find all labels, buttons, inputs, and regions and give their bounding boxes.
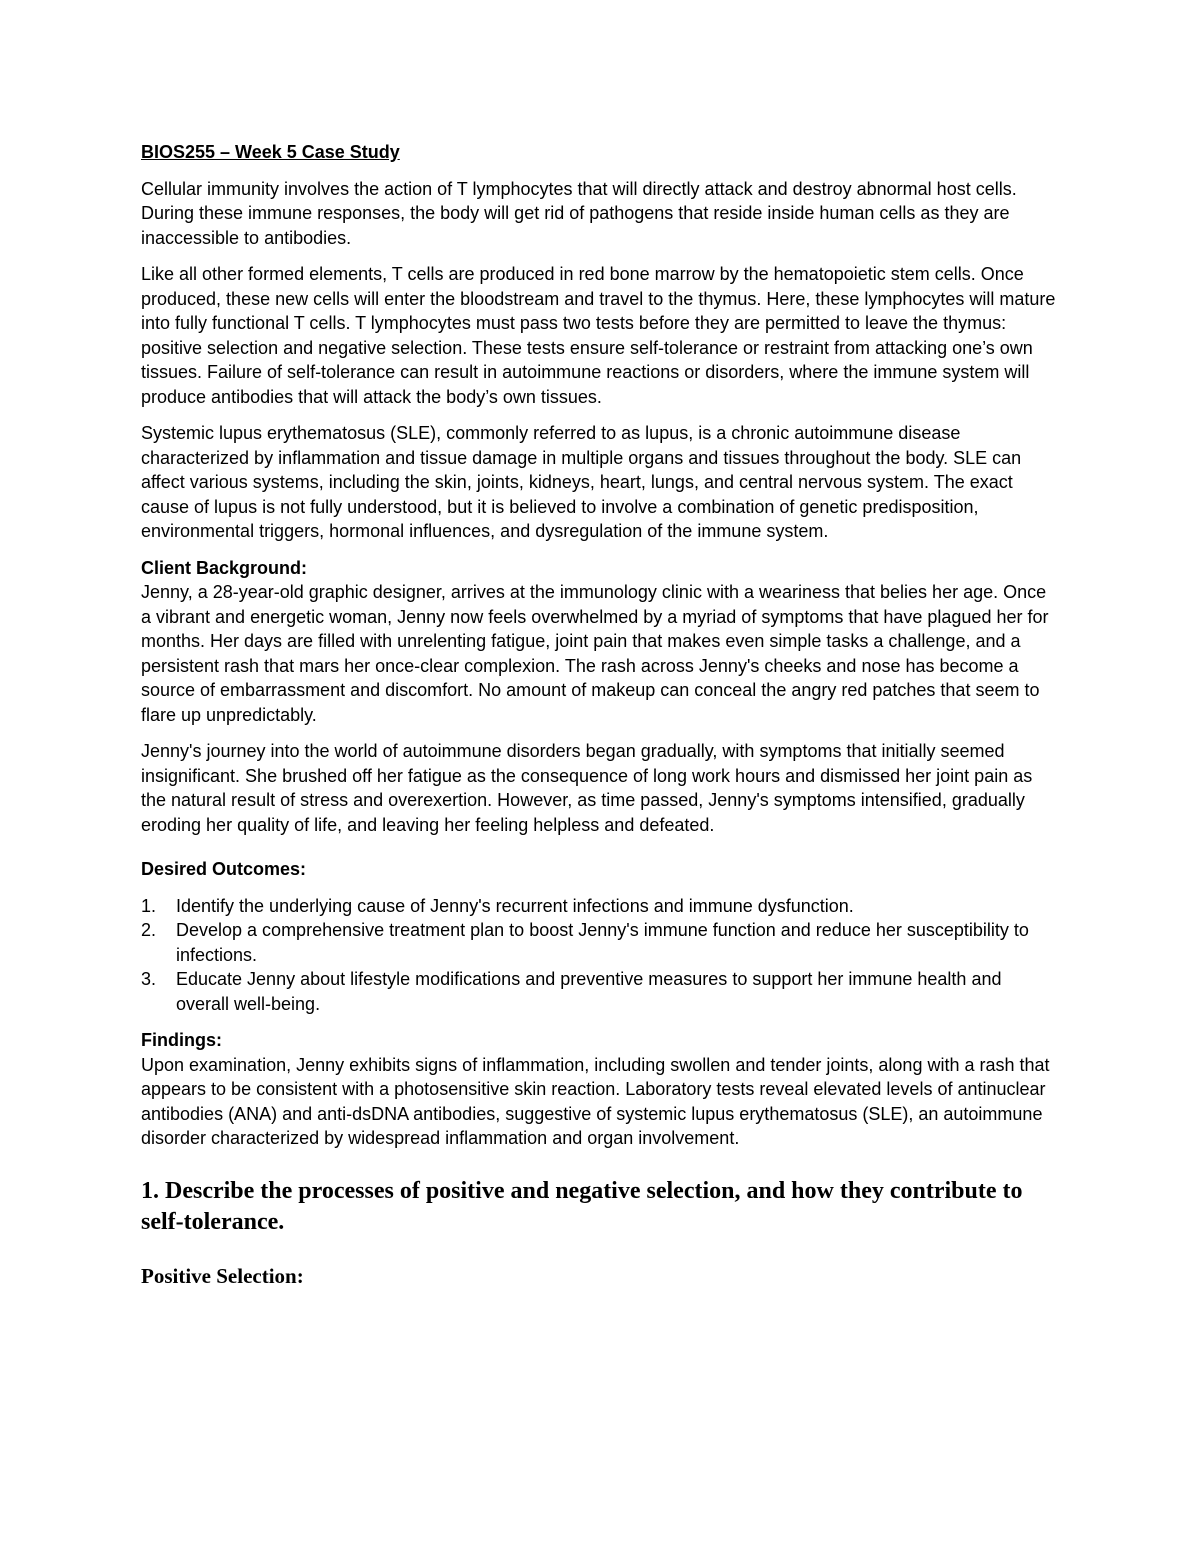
list-item-number: 2. — [141, 920, 157, 940]
intro-paragraph-lupus: Systemic lupus erythematosus (SLE), commonly referred to as lupus, is a chronic autoimmune disease characterized by inflammation and tissue damage in multiple organs and tissues throughout the body. SLE can affect various systems, including the skin, joints, kidneys, heart, lungs, and central nervous system. The exact cause of lupus is not fully understood, but it is believed to involve a combination of genetic predisposition, environmental triggers, hormonal influences, and dysregulation of the immune system. — [141, 423, 1022, 541]
positive-selection-heading: Positive Selection: — [141, 1263, 304, 1288]
desired-outcomes-heading: Desired Outcomes: — [141, 859, 307, 879]
document-body — [141, 140, 1056, 1290]
list-item-number: 1. — [141, 895, 157, 916]
client-background-paragraph: Jenny, a 28-year-old graphic designer, arrives at the immunology clinic with a weariness that belies her age. Once a vibrant and energetic woman, Jenny now feels overwhelmed by a myriad of symptoms that have plagued her for months. Her days are filled with unrelenting fatigue, joint pain that makes even simple tasks a challenge, and a persistent rash that mars her once-clear complexion. The rash across Jenny's cheeks and nose has become a source of embarrassment and discomfort. No amount of makeup can conceal the angry red patches that seem to flare up unpredictably. — [141, 582, 1049, 725]
intro-paragraph-cellular-immunity: Cellular immunity involves the action of T lymphocytes that will directly attack and destroy abnormal host cells. During these immune responses, the body will get rid of pathogens that reside inside human cells as they are inaccessible to antibodies. — [141, 178, 1017, 248]
client-background-heading: Client Background: — [141, 557, 308, 578]
list-item-text: Identify the underlying cause of Jenny's recurrent infections and immune dysfunction. — [176, 895, 854, 916]
findings-paragraph: Upon examination, Jenny exhibits signs of inflammation, including swollen and tender joints, along with a rash that appears to be consistent with a photosensitive skin reaction. Laboratory tests reveal elevated levels of antinuclear antibodies (ANA) and anti-dsDNA antibodies, suggestive of systemic lupus erythematosus (SLE), an autoimmune disorder characterized by widespread inflammation and organ involvement. — [141, 1054, 1050, 1148]
client-background-paragraph: Jenny's journey into the world of autoimmune disorders began gradually, with symptoms that initially seemed insignificant. She brushed off her fatigue as the consequence of long work hours and dismissed her joint pain as the natural result of stress and overexertion. However, as time passed, Jenny's symptoms intensified, gradually eroding her quality of life, and leaving her feeling helpless and defeated. — [141, 741, 1033, 835]
document-title: BIOS255 – Week 5 Case Study — [141, 142, 400, 162]
findings-heading: Findings: — [141, 1030, 222, 1050]
list-item-text: Develop a comprehensive treatment plan to boost Jenny's immune function and reduce her susceptibility to infections. — [176, 920, 1029, 965]
question-1-heading: 1. Describe the processes of positive and negative selection, and how they contribute to self-tolerance. — [141, 1177, 1023, 1235]
desired-outcomes-list — [141, 894, 1056, 1017]
intro-paragraph-t-cell-production: Like all other formed elements, T cells are produced in red bone marrow by the hematopoietic stem cells. Once produced, these new cells will enter the bloodstream and travel to the thymus. Here, these lymphocytes will mature into fully functional T cells. T lymphocytes must pass two tests before they are permitted to leave the thymus: positive selection and negative selection. These tests ensure self-tolerance or restraint from attacking one’s own tissues. Failure of self-tolerance can result in autoimmune reactions or disorders, where the immune system will produce antibodies that will attack the body’s own tissues. — [141, 264, 1056, 407]
list-item — [141, 894, 1056, 919]
list-item-text: Educate Jenny about lifestyle modifications and preventive measures to support her immune health and overall well-being. — [176, 969, 1002, 1014]
list-item-number: 3. — [141, 969, 157, 989]
list-item — [141, 967, 1056, 1016]
list-item — [141, 918, 1056, 967]
